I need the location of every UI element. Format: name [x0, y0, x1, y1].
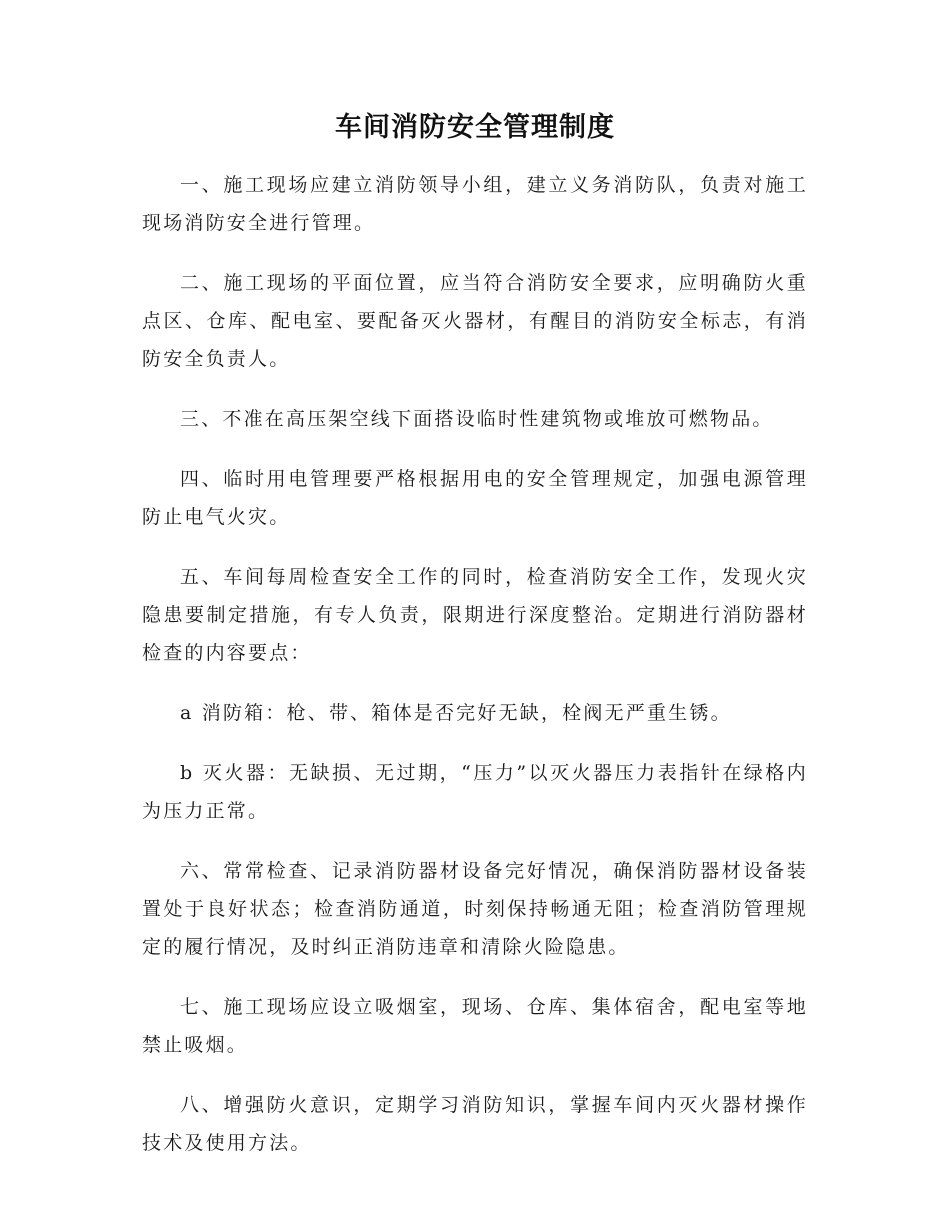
paragraph-1: 一、施工现场应建立消防领导小组，建立义务消防队，负责对施工现场消防安全进行管理。: [142, 174, 808, 234]
paragraph-2: 二、施工现场的平面位置，应当符合消防安全要求，应明确防火重点区、仓库、配电室、要配备灭火器材，有醒目的消防安全标志，有消防安全负责人。: [142, 272, 808, 370]
paragraph-3: 三、不准在高压架空线下面搭设临时性建筑物或堆放可燃物品。: [180, 408, 774, 430]
paragraph-6: 六、常常检查、记录消防器材设备完好情况，确保消防器材设备装置处于良好状态；检查消防通道，时刻保持畅通无阻；检查消防管理规定的履行情况，及时纠正消防违章和清除火险隐患。: [142, 860, 808, 958]
document-title: 车间消防安全管理制度: [335, 112, 615, 143]
paragraph-5b: b 灭火器：无缺损、无过期，“压力”以灭火器压力表指针在绿格内为压力正常。: [142, 762, 808, 822]
paragraph-4: 四、临时用电管理要严格根据用电的安全管理规定，加强电源管理防止电气火灾。: [142, 468, 808, 528]
paragraph-8: 八、增强防火意识，定期学习消防知识，掌握车间内灭火器材操作技术及使用方法。: [142, 1094, 808, 1154]
paragraph-5: 五、车间每周检查安全工作的同时，检查消防安全工作，发现火灾隐患要制定措施，有专人负责，限期进行深度整治。定期进行消防器材检查的内容要点：: [142, 566, 808, 664]
paragraph-5a: a 消防箱：枪、带、箱体是否完好无缺，栓阀无严重生锈。: [180, 702, 732, 724]
paragraph-7: 七、施工现场应设立吸烟室，现场、仓库、集体宿舍，配电室等地禁止吸烟。: [142, 996, 808, 1056]
document-body: [142, 166, 808, 1162]
